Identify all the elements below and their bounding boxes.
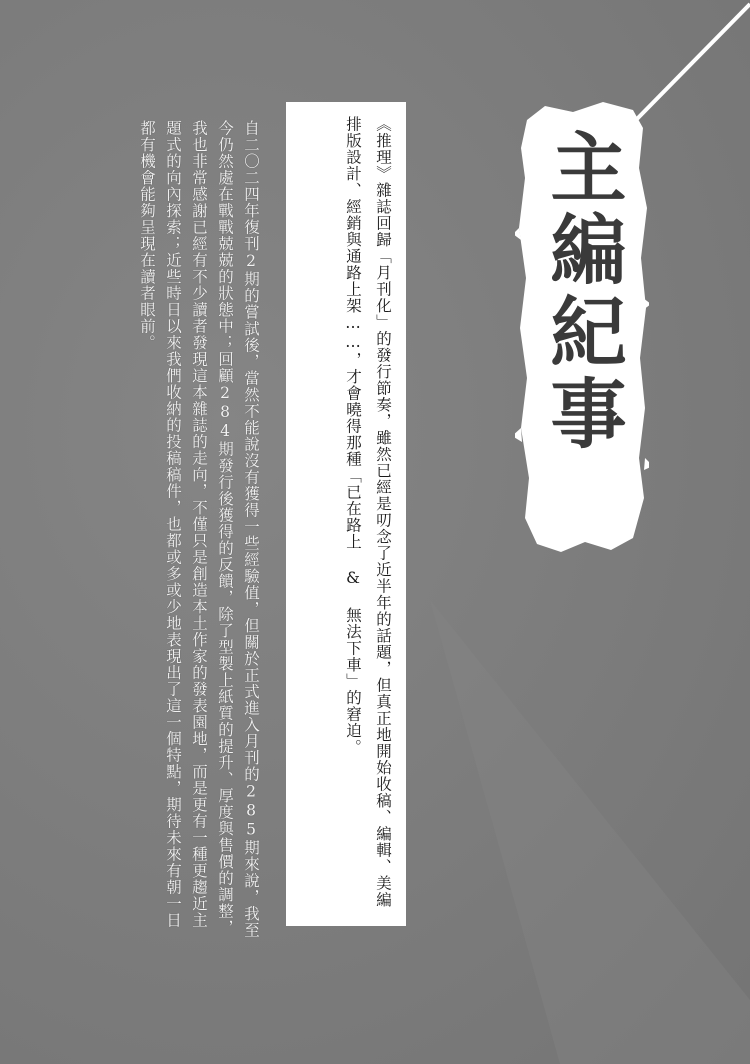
page-title: 主編紀事 [538,128,627,456]
intro-box [286,102,406,926]
title-brush-block [515,98,649,554]
intro-text [338,116,398,916]
body-text [104,120,264,940]
body-paragraph: 自二〇二四年復刊2期的嘗試後，當然不能說沒有獲得一些經驗值，但關於正式進入月刊的285期來說，我至今仍然處在戰戰兢兢的狀態中；回顧284期發行後獲得的反饋，除了型製上紙質的提升、厚度與售價的調整，我也非常感謝已經有不少讀者發現這本雜誌的走向，不僅只是創造本土作家的發表園地，而是更有一種更趨近主題式的向內探索；近些時日以來我們收納的投稿稿件，也都或多或少地表現出了這一個特點，期待未來有朝一日都有機會能夠呈現在讀者眼前。 [138,120,260,939]
intro-paragraph: 《推理》雜誌回歸「月刊化」的發行節奏，雖然已經是叨念了近半年的話題，但真正地開始收稿、編輯、美編排版設計、經銷與通路上架……，才會曉得那種「已在路上 & 無法下車」的窘迫。 [344,116,392,908]
